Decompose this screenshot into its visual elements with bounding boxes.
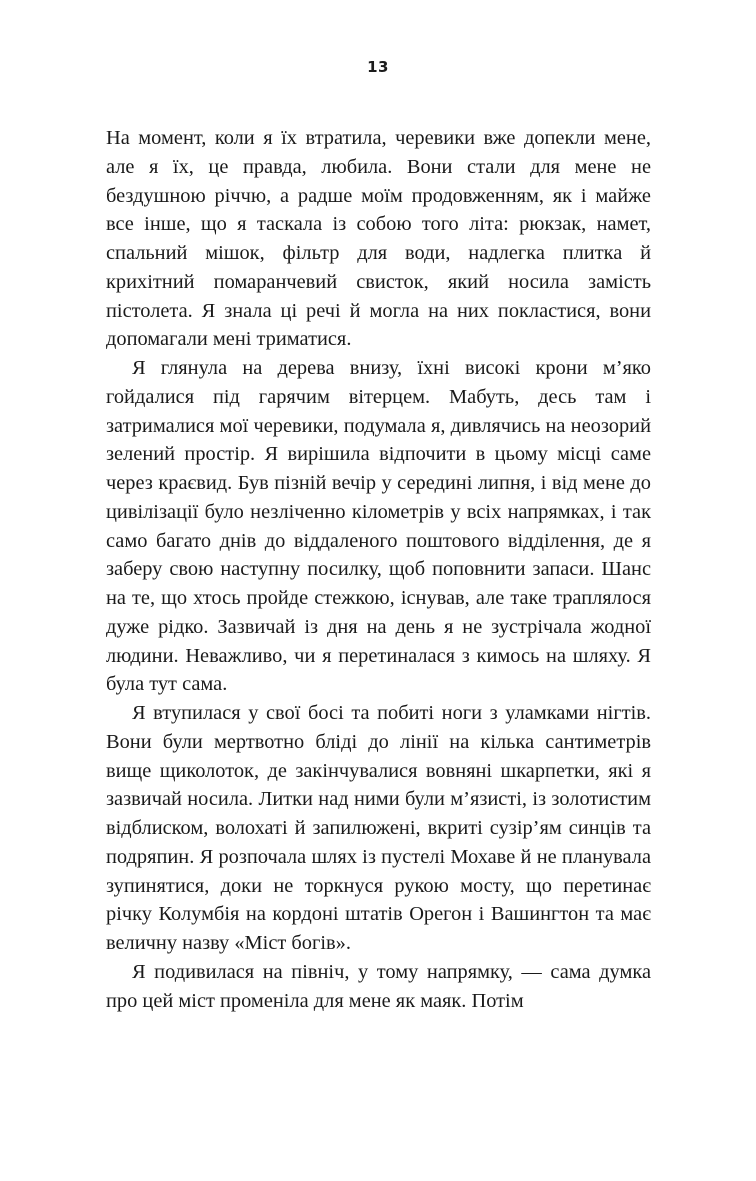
page-number: 13: [367, 58, 389, 76]
paragraph-3: Я втупилася у свої босі та побиті ноги з уламками нігтів. Вони були мертвотно бліді до лінії на кілька сантиметрів вище щиколоток, де закінчувалися вовняні шкарпетки, які я зазвичай носила. Литки над ними були м’язисті, із золотистим відблиском, волохаті й запилюжені, вкриті сузір’ям синців та подряпин. Я розпочала шлях із пустелі Мохаве й не планувала зупинятися, доки не торкнуся рукою мосту, що перетинає річку Колумбія на кордоні штатів Орегон і Вашингтон та має величну назву «Міст богів».: [106, 702, 651, 954]
text-body: [106, 124, 651, 1015]
paragraph-4: Я подивилася на північ, у тому напрямку, — сама думка про цей міст променіла для мене як маяк. Потім: [106, 960, 651, 1012]
paragraph-2: Я глянула на дерева внизу, їхні високі крони м’яко гойдалися під гарячим вітерцем. Мабуть, десь там і затрималися мої черевики, подумала я, дивлячись на неозорий зелений простір. Я вирішила відпочити в цьому місці саме через краєвид. Був пізній вечір у середині липня, і від мене до цивілізації було незліченно кілометрів у всіх напрямках, і так само багато днів до віддаленого поштового відділення, де я заберу свою наступну посилку, щоб поповнити запаси. Шанс на те, що хтось пройде стежкою, існував, але таке траплялося дуже рідко. Зазвичай із дня на день я не зустрічала жодної людини. Неважливо, чи я перетиналася з кимось на шляху. Я була тут сама.: [106, 357, 651, 696]
paragraph-1: На момент, коли я їх втратила, черевики вже допекли мене, але я їх, це правда, любила. Вони стали для мене не бездушною річчю, а радше моїм продовженням, як і майже все інше, що я таскала із собою того літа: рюкзак, намет, спальний мішок, фільтр для води, надлегка плитка й крихітний помаранчевий свисток, який носила замість пістолета. Я знала ці речі й могла на них покластися, вони допомагали мені триматися.: [106, 127, 651, 351]
